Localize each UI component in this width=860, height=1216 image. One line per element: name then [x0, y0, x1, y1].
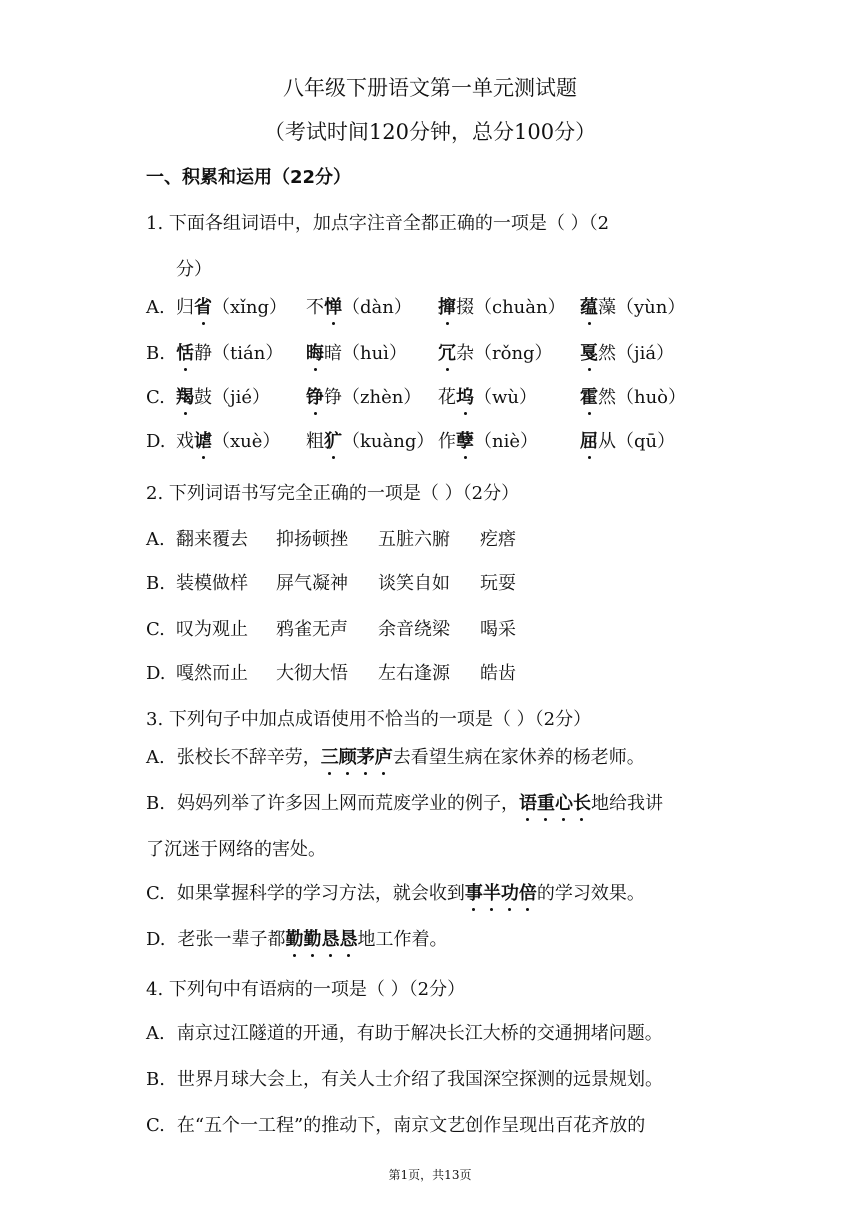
option-word [306, 386, 421, 410]
dotted-word [438, 297, 456, 318]
dotted-char: 三 [320, 747, 339, 768]
dotted-char: 恳 [339, 929, 358, 950]
option-word [176, 430, 280, 454]
page-title: 八年级下册语文第一单元测试题 [283, 76, 577, 100]
dotted-char: 事 [464, 883, 483, 904]
word-pinyin: （wù） [474, 387, 537, 408]
word-pinyin: 铮（zhèn） [324, 387, 422, 408]
dotted-word [306, 343, 324, 364]
word-plain: 作 [438, 431, 456, 452]
dotted-char: 庐 [374, 747, 393, 768]
q1-option-b [146, 342, 165, 366]
option-word [438, 430, 538, 454]
q2-option-word: 鸦雀无声 [276, 619, 348, 640]
option-word [438, 342, 553, 366]
dotted-char: 长 [572, 793, 591, 814]
dotted-char: 语 [518, 793, 537, 814]
question-1-stem-cont: 分） [176, 259, 212, 280]
word-pinyin: （xuè） [212, 431, 281, 452]
dotted-idiom [465, 883, 537, 904]
dotted-char: 戛 [580, 343, 598, 364]
page-subtitle: （考试时间120分钟，总分100分） [263, 120, 597, 144]
q2-option-word: 玩耍 [480, 573, 516, 594]
option-word [176, 296, 287, 320]
word-pinyin: （xǐng） [212, 297, 288, 318]
word-pinyin: （niè） [474, 431, 539, 452]
dotted-char: 功 [500, 883, 519, 904]
q4-option-c [146, 1114, 645, 1138]
option-label: B. [146, 343, 165, 364]
sentence-pre: 老张一辈子都 [177, 929, 286, 950]
option-word [580, 386, 686, 410]
q3-option-c [146, 882, 645, 906]
dotted-word [438, 343, 456, 364]
dotted-word [194, 297, 212, 318]
dotted-word [324, 297, 342, 318]
sentence-post: 的学习效果。 [536, 883, 645, 904]
dotted-word [456, 431, 474, 452]
word-pinyin: 杂（rǒng） [456, 343, 553, 364]
q2-option-word: 翻来覆去 [176, 529, 248, 550]
dotted-char: 省 [194, 297, 212, 318]
question-2-stem: 2. 下列词语书写完全正确的一项是（ ）（2分） [146, 483, 520, 504]
option-word [306, 296, 412, 320]
q2-option-label: B. [146, 573, 165, 594]
dotted-char: 屈 [580, 431, 598, 452]
dotted-char: 恬 [176, 343, 194, 364]
dotted-word [456, 387, 474, 408]
section-heading: 一、积累和运用（22分） [146, 167, 352, 188]
dotted-char: 霍 [580, 387, 598, 408]
sentence-pre: 如果掌握科学的学习方法，就会收到 [176, 883, 465, 904]
sentence-pre: 张校长不辞辛劳， [176, 747, 321, 768]
dotted-word [306, 387, 324, 408]
option-word [580, 296, 685, 320]
option-label: A. [146, 1023, 165, 1044]
q2-option-word: 抑扬顿挫 [276, 529, 348, 550]
dotted-char: 倍 [518, 883, 537, 904]
dotted-char: 冗 [438, 343, 456, 364]
q1-option-c [146, 386, 165, 410]
option-word [306, 342, 407, 366]
dotted-word [580, 387, 598, 408]
word-pinyin: 掇（chuàn） [456, 297, 566, 318]
option-word [176, 386, 270, 410]
option-word [580, 430, 675, 454]
q2-option-word: 皓齿 [480, 663, 516, 684]
page-footer: 第1页，共13页 [388, 1168, 472, 1182]
question-4-stem: 4. 下列句中有语病的一项是（ ）（2分） [146, 979, 466, 1000]
q3-option-d [146, 928, 448, 952]
q2-option-word: 左右逢源 [378, 663, 450, 684]
option-label: A. [146, 747, 165, 768]
word-pinyin: （dàn） [342, 297, 412, 318]
word-pinyin: 然（huò） [598, 387, 687, 408]
word-pinyin: 鼓（jié） [194, 387, 270, 408]
sentence-post: 地工作着。 [357, 929, 448, 950]
dotted-char: 心 [554, 793, 573, 814]
question-1-stem: 1. 下面各组词语中，加点字注音全都正确的一项是（ ）（2 [146, 213, 610, 234]
dotted-char: 晦 [306, 343, 324, 364]
dotted-char: 惮 [324, 297, 342, 318]
word-pinyin: （kuàng） [342, 431, 435, 452]
word-pinyin: 从（qū） [598, 431, 676, 452]
dotted-word [324, 431, 342, 452]
dotted-word [580, 431, 598, 452]
word-pinyin: 然（jiá） [598, 343, 675, 364]
dotted-word [580, 297, 598, 318]
dotted-char: 恳 [321, 929, 340, 950]
q2-option-word: 五脏六腑 [378, 529, 450, 550]
dotted-char: 勤 [303, 929, 322, 950]
dotted-word [176, 343, 194, 364]
dotted-char: 坞 [456, 387, 474, 408]
option-label: D. [146, 929, 166, 950]
dotted-char: 谑 [194, 431, 212, 452]
word-plain: 戏 [176, 431, 194, 452]
dotted-char: 羯 [176, 387, 194, 408]
q2-option-word: 大彻大悟 [276, 663, 348, 684]
word-pinyin: 暗（huì） [324, 343, 407, 364]
option-word [438, 296, 566, 320]
word-pinyin: 藻（yùn） [598, 297, 686, 318]
q2-option-label: D. [146, 663, 166, 684]
dotted-word [580, 343, 598, 364]
dotted-word [176, 387, 194, 408]
dotted-char: 撺 [438, 297, 456, 318]
word-plain: 粗 [306, 431, 324, 452]
option-text: 在“五个一工程”的推动下，南京文艺创作呈现出百花齐放的 [176, 1115, 646, 1136]
dotted-char: 半 [482, 883, 501, 904]
dotted-idiom [321, 747, 393, 768]
q3-option-b [146, 792, 663, 816]
q1-option-d [146, 430, 166, 454]
sentence-post: 地给我讲 [590, 793, 663, 814]
dotted-char: 重 [536, 793, 555, 814]
q3-option-a [146, 746, 645, 770]
word-plain: 归 [176, 297, 194, 318]
option-text: 南京过江隧道的开通，有助于解决长江大桥的交通拥堵问题。 [176, 1023, 663, 1044]
q2-option-word: 叹为观止 [176, 619, 248, 640]
option-label: B. [146, 1069, 165, 1090]
q2-option-word: 谈笑自如 [378, 573, 450, 594]
q2-option-word: 疙瘩 [480, 529, 516, 550]
option-label: A. [146, 297, 165, 318]
q2-option-word: 屏气凝神 [276, 573, 348, 594]
q1-option-a [146, 296, 165, 320]
sentence-continuation: 了沉迷于网络的害处。 [146, 839, 326, 860]
dotted-char: 孽 [456, 431, 474, 452]
q2-option-label: A. [146, 529, 165, 550]
option-word [176, 342, 283, 366]
dotted-char: 顾 [338, 747, 357, 768]
sentence-pre: 妈妈列举了许多因上网而荒废学业的例子， [176, 793, 519, 814]
sentence-post: 去看望生病在家休养的杨老师。 [392, 747, 645, 768]
option-text: 世界月球大会上，有关人士介绍了我国深空探测的远景规划。 [176, 1069, 663, 1090]
option-label: C. [146, 1115, 165, 1136]
dotted-char: 犷 [324, 431, 342, 452]
word-pinyin: 静（tián） [194, 343, 284, 364]
question-3-stem: 3. 下列句子中加点成语使用不恰当的一项是（ ）（2分） [146, 709, 592, 730]
dotted-char: 铮 [306, 387, 324, 408]
option-word [580, 342, 674, 366]
q2-option-label: C. [146, 619, 165, 640]
word-plain: 花 [438, 387, 456, 408]
word-plain: 不 [306, 297, 324, 318]
option-word [306, 430, 434, 454]
option-word [438, 386, 537, 410]
dotted-word [194, 431, 212, 452]
q2-option-word: 装模做样 [176, 573, 248, 594]
option-label: C. [146, 387, 165, 408]
dotted-char: 茅 [356, 747, 375, 768]
option-label: C. [146, 883, 165, 904]
q2-option-word: 喝采 [480, 619, 516, 640]
q2-option-word: 嘎然而止 [176, 663, 248, 684]
q4-option-a [146, 1022, 663, 1046]
q2-option-word: 余音绕梁 [378, 619, 450, 640]
dotted-char: 蕴 [580, 297, 598, 318]
q4-option-b [146, 1068, 663, 1092]
option-label: D. [146, 431, 166, 452]
dotted-idiom [286, 929, 358, 950]
option-label: B. [146, 793, 165, 814]
dotted-char: 勤 [285, 929, 304, 950]
dotted-idiom [519, 793, 591, 814]
